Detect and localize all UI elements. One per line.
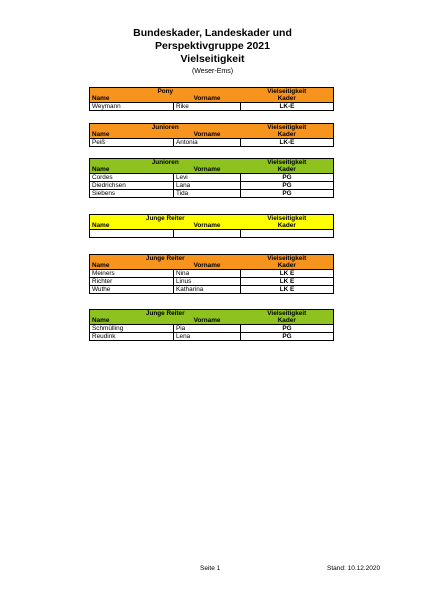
cell-vorname: Levi bbox=[174, 174, 241, 182]
discipline-header: Vielseitigkeit bbox=[241, 255, 334, 263]
group-header: Junioren bbox=[90, 124, 241, 132]
col-kader-header: Kader bbox=[241, 222, 334, 230]
col-kader-header: Kader bbox=[241, 317, 334, 325]
table-row bbox=[90, 286, 334, 294]
discipline-header: Vielseitigkeit bbox=[241, 215, 334, 223]
kader-table-junioren-pg bbox=[89, 158, 334, 198]
discipline-header: Vielseitigkeit bbox=[241, 88, 334, 96]
cell-name bbox=[90, 230, 174, 238]
group-header: Junge Reiter bbox=[90, 310, 241, 318]
table-row bbox=[90, 139, 334, 147]
cell-vorname: Pia bbox=[174, 325, 241, 333]
col-name-header: Name bbox=[90, 222, 174, 230]
table-row bbox=[90, 190, 334, 198]
col-name-header: Name bbox=[90, 131, 174, 139]
cell-kader bbox=[241, 230, 334, 238]
title-line-2: Perspektivgruppe 2021 bbox=[155, 40, 270, 52]
stand-date: Stand: 10.12.2020 bbox=[327, 565, 381, 572]
kader-table-junioren-lk bbox=[89, 123, 334, 147]
cell-vorname: Katharina bbox=[174, 286, 241, 294]
discipline-header: Vielseitigkeit bbox=[241, 310, 334, 318]
cell-kader: LK-E bbox=[241, 103, 334, 111]
kader-table-junge-reiter-lk bbox=[89, 254, 334, 294]
cell-name: Meiners bbox=[90, 270, 174, 278]
table-row bbox=[90, 270, 334, 278]
col-name-header: Name bbox=[90, 166, 174, 174]
cell-vorname: Lena bbox=[174, 333, 241, 341]
col-kader-header: Kader bbox=[241, 131, 334, 139]
cell-name: Peiß bbox=[90, 139, 174, 147]
cell-name: Diedrichsen bbox=[90, 182, 174, 190]
table-row bbox=[90, 103, 334, 111]
cell-kader: LK E bbox=[241, 286, 334, 294]
col-vorname-header: Vorname bbox=[174, 317, 241, 325]
col-kader-header: Kader bbox=[241, 262, 334, 270]
kader-table-junge-reiter-pg bbox=[89, 309, 334, 341]
col-name-header: Name bbox=[90, 317, 174, 325]
col-kader-header: Kader bbox=[241, 166, 334, 174]
region-subtitle: (Weser-Ems) bbox=[191, 68, 234, 75]
cell-vorname: Nina bbox=[174, 270, 241, 278]
cell-kader: PG bbox=[241, 325, 334, 333]
cell-kader: LK-E bbox=[241, 139, 334, 147]
cell-kader: PG bbox=[241, 182, 334, 190]
col-vorname-header: Vorname bbox=[174, 95, 241, 103]
discipline-header: Vielseitigkeit bbox=[241, 159, 334, 167]
cell-kader: LK E bbox=[241, 270, 334, 278]
cell-name: Schmülling bbox=[90, 325, 174, 333]
col-vorname-header: Vorname bbox=[174, 222, 241, 230]
cell-vorname: Tida bbox=[174, 190, 241, 198]
cell-vorname: Linus bbox=[174, 278, 241, 286]
discipline-header: Vielseitigkeit bbox=[241, 124, 334, 132]
title-line-3: Vielseitigkeit bbox=[180, 53, 245, 65]
group-header: Junioren bbox=[90, 159, 241, 167]
table-row bbox=[90, 174, 334, 182]
col-kader-header: Kader bbox=[241, 95, 334, 103]
page-number: Seite 1 bbox=[200, 565, 221, 572]
cell-name: Siebens bbox=[90, 190, 174, 198]
cell-kader: PG bbox=[241, 333, 334, 341]
cell-kader: PG bbox=[241, 190, 334, 198]
title-line-1: Bundeskader, Landeskader und bbox=[133, 27, 292, 39]
cell-vorname: Antonia bbox=[174, 139, 241, 147]
cell-vorname bbox=[174, 230, 241, 238]
table-row bbox=[90, 230, 334, 238]
document-header bbox=[0, 27, 425, 76]
cell-vorname: Rike bbox=[174, 103, 241, 111]
col-name-header: Name bbox=[90, 262, 174, 270]
cell-name: Weymann bbox=[90, 103, 174, 111]
cell-name: Wuthe bbox=[90, 286, 174, 294]
group-header: Junge Reiter bbox=[90, 215, 241, 223]
col-vorname-header: Vorname bbox=[174, 262, 241, 270]
cell-name: Richter bbox=[90, 278, 174, 286]
cell-name: Cordes bbox=[90, 174, 174, 182]
group-header: Junge Reiter bbox=[90, 255, 241, 263]
table-row bbox=[90, 333, 334, 341]
kader-table-junge-reiter-empty bbox=[89, 214, 334, 238]
col-name-header: Name bbox=[90, 95, 174, 103]
col-vorname-header: Vorname bbox=[174, 131, 241, 139]
kader-table-pony bbox=[89, 87, 334, 111]
col-vorname-header: Vorname bbox=[174, 166, 241, 174]
cell-kader: PG bbox=[241, 174, 334, 182]
cell-kader: LK E bbox=[241, 278, 334, 286]
table-row bbox=[90, 182, 334, 190]
cell-name: Reudink bbox=[90, 333, 174, 341]
table-row bbox=[90, 325, 334, 333]
cell-vorname: Lana bbox=[174, 182, 241, 190]
group-header: Pony bbox=[90, 88, 241, 96]
table-row bbox=[90, 278, 334, 286]
